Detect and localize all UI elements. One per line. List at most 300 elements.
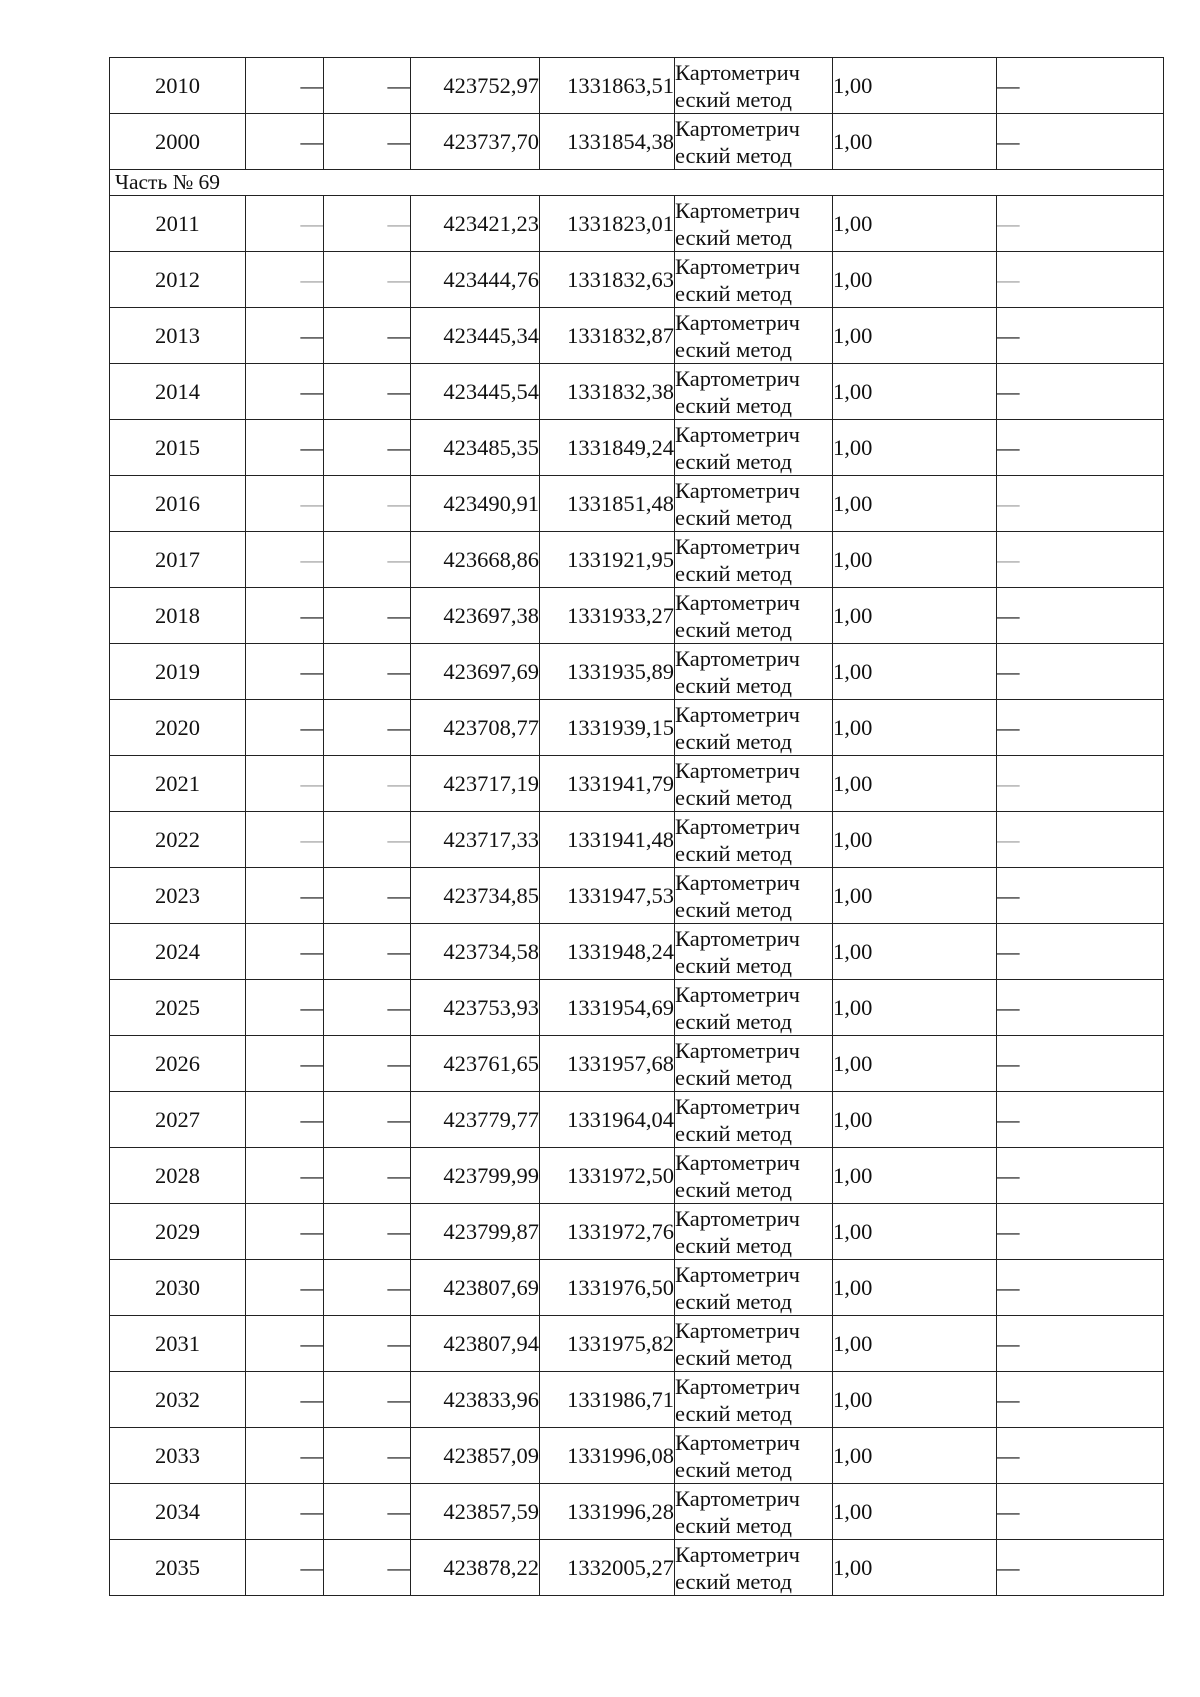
method-line-2: еский метод	[675, 1232, 792, 1258]
dash-cell: —	[324, 868, 411, 924]
point-number-cell: 2015	[110, 420, 246, 476]
description-cell: —	[997, 812, 1164, 868]
point-number-cell: 2010	[110, 58, 246, 114]
dash-cell: —	[246, 476, 324, 532]
accuracy-cell: 1,00	[833, 1204, 997, 1260]
x-coordinate-cell: 423753,93	[411, 980, 540, 1036]
section-header-row	[110, 170, 1164, 196]
table-row	[110, 1372, 1164, 1428]
table-row	[110, 476, 1164, 532]
method-cell	[675, 1484, 833, 1540]
method-line-2: еский метод	[675, 1400, 792, 1426]
method-line-1: Картометрич	[675, 1261, 800, 1287]
dash-cell: —	[324, 756, 411, 812]
table-row	[110, 196, 1164, 252]
y-coordinate-cell: 1331854,38	[540, 114, 675, 170]
dash-cell: —	[324, 980, 411, 1036]
accuracy-cell: 1,00	[833, 924, 997, 980]
method-cell	[675, 114, 833, 170]
point-number-cell: 2014	[110, 364, 246, 420]
dash-cell: —	[324, 114, 411, 170]
method-line-1: Картометрич	[675, 477, 800, 503]
method-cell	[675, 476, 833, 532]
dash-cell: —	[324, 644, 411, 700]
method-cell	[675, 58, 833, 114]
method-line-2: еский метод	[675, 840, 792, 866]
description-cell: —	[997, 924, 1164, 980]
accuracy-cell: 1,00	[833, 114, 997, 170]
x-coordinate-cell: 423761,65	[411, 1036, 540, 1092]
method-cell	[675, 644, 833, 700]
method-line-2: еский метод	[675, 728, 792, 754]
y-coordinate-cell: 1331975,82	[540, 1316, 675, 1372]
accuracy-cell: 1,00	[833, 58, 997, 114]
point-number-cell: 2022	[110, 812, 246, 868]
y-coordinate-cell: 1331832,63	[540, 252, 675, 308]
dash-cell: —	[324, 1092, 411, 1148]
table-row	[110, 644, 1164, 700]
method-line-1: Картометрич	[675, 1373, 800, 1399]
y-coordinate-cell: 1331996,28	[540, 1484, 675, 1540]
y-coordinate-cell: 1331935,89	[540, 644, 675, 700]
method-cell	[675, 196, 833, 252]
method-line-2: еский метод	[675, 448, 792, 474]
description-cell: —	[997, 868, 1164, 924]
dash-cell: —	[324, 476, 411, 532]
method-line-2: еский метод	[675, 224, 792, 250]
method-line-1: Картометрич	[675, 869, 800, 895]
x-coordinate-cell: 423878,22	[411, 1540, 540, 1596]
method-line-1: Картометрич	[675, 981, 800, 1007]
dash-cell: —	[246, 868, 324, 924]
y-coordinate-cell: 1331832,87	[540, 308, 675, 364]
description-cell: —	[997, 364, 1164, 420]
y-coordinate-cell: 1331976,50	[540, 1260, 675, 1316]
method-cell	[675, 924, 833, 980]
description-cell: —	[997, 588, 1164, 644]
description-cell: —	[997, 476, 1164, 532]
dash-cell: —	[324, 1540, 411, 1596]
point-number-cell: 2030	[110, 1260, 246, 1316]
method-line-2: еский метод	[675, 616, 792, 642]
dash-cell: —	[246, 1428, 324, 1484]
x-coordinate-cell: 423697,38	[411, 588, 540, 644]
method-line-1: Картометрич	[675, 1541, 800, 1567]
point-number-cell: 2033	[110, 1428, 246, 1484]
accuracy-cell: 1,00	[833, 1036, 997, 1092]
x-coordinate-cell: 423857,59	[411, 1484, 540, 1540]
table-row	[110, 252, 1164, 308]
dash-cell: —	[246, 114, 324, 170]
method-line-1: Картометрич	[675, 533, 800, 559]
description-cell: —	[997, 532, 1164, 588]
dash-cell: —	[246, 532, 324, 588]
table-row	[110, 868, 1164, 924]
dash-cell: —	[324, 1372, 411, 1428]
accuracy-cell: 1,00	[833, 1092, 997, 1148]
method-line-2: еский метод	[675, 896, 792, 922]
method-cell	[675, 868, 833, 924]
dash-cell: —	[246, 1484, 324, 1540]
x-coordinate-cell: 423421,23	[411, 196, 540, 252]
accuracy-cell: 1,00	[833, 588, 997, 644]
table-row	[110, 1316, 1164, 1372]
dash-cell: —	[246, 420, 324, 476]
dash-cell: —	[324, 58, 411, 114]
accuracy-cell: 1,00	[833, 980, 997, 1036]
dash-cell: —	[246, 1204, 324, 1260]
method-line-1: Картометрич	[675, 645, 800, 671]
method-line-2: еский метод	[675, 86, 792, 112]
method-cell	[675, 756, 833, 812]
y-coordinate-cell: 1331941,79	[540, 756, 675, 812]
dash-cell: —	[324, 588, 411, 644]
y-coordinate-cell: 1331823,01	[540, 196, 675, 252]
dash-cell: —	[246, 700, 324, 756]
description-cell: —	[997, 980, 1164, 1036]
accuracy-cell: 1,00	[833, 420, 997, 476]
accuracy-cell: 1,00	[833, 252, 997, 308]
method-line-2: еский метод	[675, 1288, 792, 1314]
method-line-2: еский метод	[675, 336, 792, 362]
x-coordinate-cell: 423799,99	[411, 1148, 540, 1204]
point-number-cell: 2028	[110, 1148, 246, 1204]
method-cell	[675, 420, 833, 476]
point-number-cell: 2026	[110, 1036, 246, 1092]
x-coordinate-cell: 423737,70	[411, 114, 540, 170]
description-cell: —	[997, 756, 1164, 812]
table-row	[110, 1092, 1164, 1148]
y-coordinate-cell: 1331851,48	[540, 476, 675, 532]
accuracy-cell: 1,00	[833, 644, 997, 700]
dash-cell: —	[246, 252, 324, 308]
dash-cell: —	[324, 924, 411, 980]
method-line-2: еский метод	[675, 784, 792, 810]
y-coordinate-cell: 1331947,53	[540, 868, 675, 924]
dash-cell: —	[324, 252, 411, 308]
x-coordinate-cell: 423734,58	[411, 924, 540, 980]
point-number-cell: 2023	[110, 868, 246, 924]
description-cell: —	[997, 308, 1164, 364]
dash-cell: —	[246, 1540, 324, 1596]
method-line-1: Картометрич	[675, 197, 800, 223]
table-row	[110, 308, 1164, 364]
method-cell	[675, 364, 833, 420]
section-label: Часть № 69	[110, 170, 1164, 196]
dash-cell: —	[324, 364, 411, 420]
method-cell	[675, 308, 833, 364]
table-row	[110, 114, 1164, 170]
table-row	[110, 58, 1164, 114]
description-cell: —	[997, 1036, 1164, 1092]
x-coordinate-cell: 423799,87	[411, 1204, 540, 1260]
table-row	[110, 588, 1164, 644]
y-coordinate-cell: 1331986,71	[540, 1372, 675, 1428]
x-coordinate-cell: 423807,94	[411, 1316, 540, 1372]
point-number-cell: 2035	[110, 1540, 246, 1596]
table-row	[110, 420, 1164, 476]
x-coordinate-cell: 423717,33	[411, 812, 540, 868]
y-coordinate-cell: 1331939,15	[540, 700, 675, 756]
point-number-cell: 2027	[110, 1092, 246, 1148]
method-line-2: еский метод	[675, 1008, 792, 1034]
x-coordinate-cell: 423752,97	[411, 58, 540, 114]
accuracy-cell: 1,00	[833, 1372, 997, 1428]
dash-cell: —	[246, 58, 324, 114]
x-coordinate-cell: 423708,77	[411, 700, 540, 756]
point-number-cell: 2021	[110, 756, 246, 812]
y-coordinate-cell: 1331948,24	[540, 924, 675, 980]
x-coordinate-cell: 423717,19	[411, 756, 540, 812]
y-coordinate-cell: 1331972,76	[540, 1204, 675, 1260]
y-coordinate-cell: 1331972,50	[540, 1148, 675, 1204]
y-coordinate-cell: 1331863,51	[540, 58, 675, 114]
accuracy-cell: 1,00	[833, 1260, 997, 1316]
method-cell	[675, 812, 833, 868]
dash-cell: —	[246, 924, 324, 980]
method-line-1: Картометрич	[675, 1149, 800, 1175]
table-row	[110, 532, 1164, 588]
accuracy-cell: 1,00	[833, 364, 997, 420]
method-line-1: Картометрич	[675, 1205, 800, 1231]
method-line-2: еский метод	[675, 1568, 792, 1594]
method-line-1: Картометрич	[675, 1429, 800, 1455]
method-line-1: Картометрич	[675, 589, 800, 615]
dash-cell: —	[324, 700, 411, 756]
dash-cell: —	[246, 588, 324, 644]
description-cell: —	[997, 1204, 1164, 1260]
method-line-1: Картометрич	[675, 59, 800, 85]
table-row	[110, 700, 1164, 756]
point-number-cell: 2025	[110, 980, 246, 1036]
method-line-1: Картометрич	[675, 115, 800, 141]
method-line-2: еский метод	[675, 504, 792, 530]
x-coordinate-cell: 423668,86	[411, 532, 540, 588]
point-number-cell: 2020	[110, 700, 246, 756]
point-number-cell: 2034	[110, 1484, 246, 1540]
point-number-cell: 2017	[110, 532, 246, 588]
table-row	[110, 364, 1164, 420]
point-number-cell: 2032	[110, 1372, 246, 1428]
point-number-cell: 2018	[110, 588, 246, 644]
method-line-2: еский метод	[675, 1344, 792, 1370]
description-cell: —	[997, 196, 1164, 252]
method-cell	[675, 1204, 833, 1260]
dash-cell: —	[246, 1092, 324, 1148]
method-cell	[675, 1428, 833, 1484]
table-row	[110, 1204, 1164, 1260]
dash-cell: —	[246, 1372, 324, 1428]
table-row	[110, 1260, 1164, 1316]
method-cell	[675, 980, 833, 1036]
point-number-cell: 2024	[110, 924, 246, 980]
point-number-cell: 2019	[110, 644, 246, 700]
description-cell: —	[997, 1092, 1164, 1148]
method-cell	[675, 252, 833, 308]
dash-cell: —	[246, 196, 324, 252]
point-number-cell: 2013	[110, 308, 246, 364]
method-line-1: Картометрич	[675, 1485, 800, 1511]
x-coordinate-cell: 423857,09	[411, 1428, 540, 1484]
table-row	[110, 1036, 1164, 1092]
method-line-2: еский метод	[675, 280, 792, 306]
table-row	[110, 924, 1164, 980]
y-coordinate-cell: 1331933,27	[540, 588, 675, 644]
method-line-2: еский метод	[675, 142, 792, 168]
x-coordinate-cell: 423445,54	[411, 364, 540, 420]
method-line-1: Картометрич	[675, 253, 800, 279]
point-number-cell: 2000	[110, 114, 246, 170]
method-line-2: еский метод	[675, 1064, 792, 1090]
description-cell: —	[997, 1316, 1164, 1372]
description-cell: —	[997, 1484, 1164, 1540]
dash-cell: —	[246, 644, 324, 700]
dash-cell: —	[246, 1260, 324, 1316]
dash-cell: —	[246, 1148, 324, 1204]
dash-cell: —	[246, 1036, 324, 1092]
method-cell	[675, 532, 833, 588]
accuracy-cell: 1,00	[833, 1148, 997, 1204]
description-cell: —	[997, 1148, 1164, 1204]
accuracy-cell: 1,00	[833, 532, 997, 588]
method-line-1: Картометрич	[675, 757, 800, 783]
point-number-cell: 2012	[110, 252, 246, 308]
method-line-1: Картометрич	[675, 421, 800, 447]
description-cell: —	[997, 644, 1164, 700]
dash-cell: —	[246, 812, 324, 868]
y-coordinate-cell: 1331921,95	[540, 532, 675, 588]
description-cell: —	[997, 252, 1164, 308]
method-cell	[675, 1372, 833, 1428]
method-cell	[675, 1540, 833, 1596]
y-coordinate-cell: 1332005,27	[540, 1540, 675, 1596]
coordinates-table	[109, 57, 1164, 1596]
accuracy-cell: 1,00	[833, 700, 997, 756]
accuracy-cell: 1,00	[833, 812, 997, 868]
method-line-1: Картометрич	[675, 1317, 800, 1343]
y-coordinate-cell: 1331996,08	[540, 1428, 675, 1484]
method-line-2: еский метод	[675, 1176, 792, 1202]
accuracy-cell: 1,00	[833, 756, 997, 812]
description-cell: —	[997, 58, 1164, 114]
method-cell	[675, 1316, 833, 1372]
method-line-1: Картометрич	[675, 701, 800, 727]
dash-cell: —	[324, 1260, 411, 1316]
description-cell: —	[997, 1540, 1164, 1596]
description-cell: —	[997, 420, 1164, 476]
table-row	[110, 1540, 1164, 1596]
dash-cell: —	[324, 308, 411, 364]
accuracy-cell: 1,00	[833, 868, 997, 924]
dash-cell: —	[324, 196, 411, 252]
y-coordinate-cell: 1331954,69	[540, 980, 675, 1036]
method-line-1: Картометрич	[675, 309, 800, 335]
description-cell: —	[997, 700, 1164, 756]
point-number-cell: 2011	[110, 196, 246, 252]
x-coordinate-cell: 423734,85	[411, 868, 540, 924]
accuracy-cell: 1,00	[833, 1484, 997, 1540]
x-coordinate-cell: 423485,35	[411, 420, 540, 476]
accuracy-cell: 1,00	[833, 1428, 997, 1484]
method-cell	[675, 1036, 833, 1092]
accuracy-cell: 1,00	[833, 196, 997, 252]
description-cell: —	[997, 1372, 1164, 1428]
y-coordinate-cell: 1331832,38	[540, 364, 675, 420]
point-number-cell: 2029	[110, 1204, 246, 1260]
y-coordinate-cell: 1331941,48	[540, 812, 675, 868]
table-row	[110, 1428, 1164, 1484]
dash-cell: —	[324, 1204, 411, 1260]
point-number-cell: 2031	[110, 1316, 246, 1372]
dash-cell: —	[246, 308, 324, 364]
method-line-2: еский метод	[675, 560, 792, 586]
dash-cell: —	[324, 420, 411, 476]
dash-cell: —	[324, 1316, 411, 1372]
dash-cell: —	[324, 532, 411, 588]
method-cell	[675, 700, 833, 756]
description-cell: —	[997, 1260, 1164, 1316]
description-cell: —	[997, 114, 1164, 170]
accuracy-cell: 1,00	[833, 476, 997, 532]
x-coordinate-cell: 423445,34	[411, 308, 540, 364]
dash-cell: —	[324, 1428, 411, 1484]
dash-cell: —	[246, 1316, 324, 1372]
x-coordinate-cell: 423807,69	[411, 1260, 540, 1316]
table-row	[110, 980, 1164, 1036]
table-body	[110, 58, 1164, 1596]
dash-cell: —	[324, 1036, 411, 1092]
method-cell	[675, 1092, 833, 1148]
y-coordinate-cell: 1331964,04	[540, 1092, 675, 1148]
dash-cell: —	[246, 980, 324, 1036]
dash-cell: —	[324, 1484, 411, 1540]
point-number-cell: 2016	[110, 476, 246, 532]
dash-cell: —	[246, 364, 324, 420]
method-line-2: еский метод	[675, 1512, 792, 1538]
x-coordinate-cell: 423833,96	[411, 1372, 540, 1428]
y-coordinate-cell: 1331849,24	[540, 420, 675, 476]
method-line-2: еский метод	[675, 672, 792, 698]
table-row	[110, 812, 1164, 868]
accuracy-cell: 1,00	[833, 1316, 997, 1372]
dash-cell: —	[324, 1148, 411, 1204]
method-line-2: еский метод	[675, 392, 792, 418]
method-cell	[675, 1260, 833, 1316]
method-line-1: Картометрич	[675, 1093, 800, 1119]
table-row	[110, 756, 1164, 812]
x-coordinate-cell: 423779,77	[411, 1092, 540, 1148]
method-cell	[675, 1148, 833, 1204]
x-coordinate-cell: 423490,91	[411, 476, 540, 532]
method-line-2: еский метод	[675, 1120, 792, 1146]
table-row	[110, 1148, 1164, 1204]
description-cell: —	[997, 1428, 1164, 1484]
x-coordinate-cell: 423444,76	[411, 252, 540, 308]
method-line-1: Картометрич	[675, 1037, 800, 1063]
method-line-1: Картометрич	[675, 925, 800, 951]
dash-cell: —	[246, 756, 324, 812]
method-line-1: Картометрич	[675, 365, 800, 391]
y-coordinate-cell: 1331957,68	[540, 1036, 675, 1092]
method-line-2: еский метод	[675, 1456, 792, 1482]
table-row	[110, 1484, 1164, 1540]
x-coordinate-cell: 423697,69	[411, 644, 540, 700]
method-cell	[675, 588, 833, 644]
dash-cell: —	[324, 812, 411, 868]
method-line-1: Картометрич	[675, 813, 800, 839]
method-line-2: еский метод	[675, 952, 792, 978]
accuracy-cell: 1,00	[833, 1540, 997, 1596]
